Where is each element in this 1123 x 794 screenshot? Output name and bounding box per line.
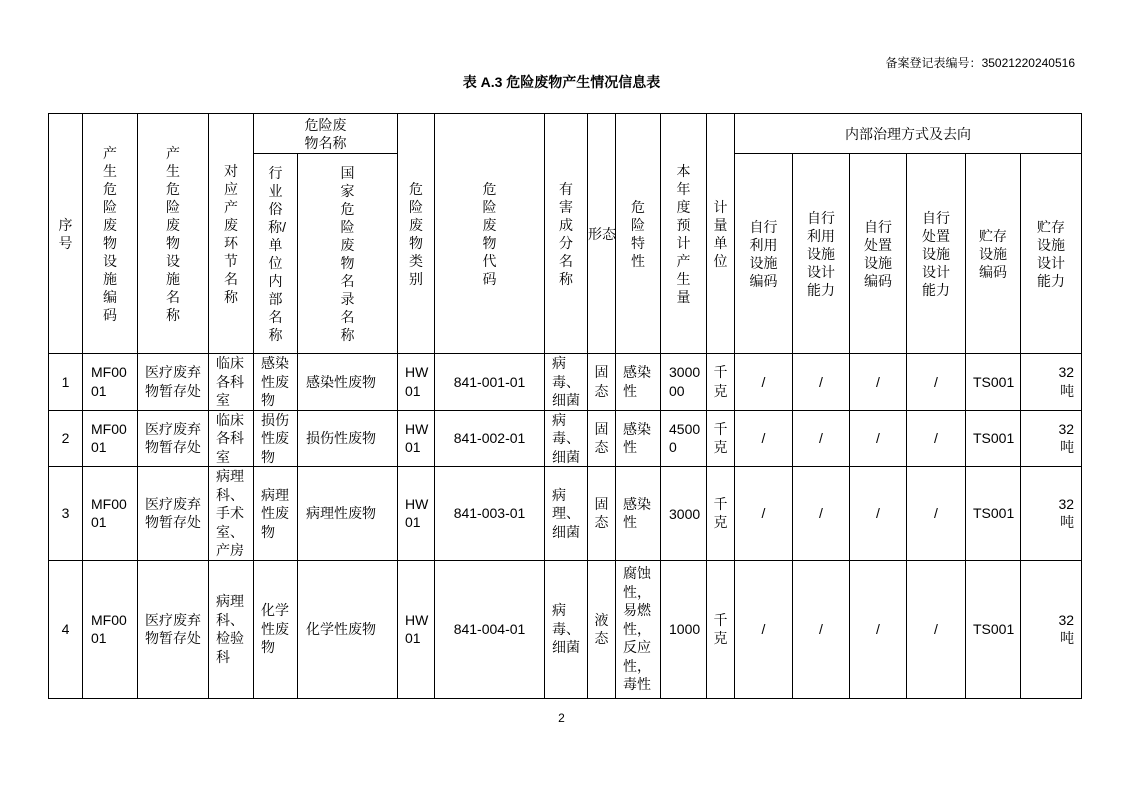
cell-self-disposal-code [850, 410, 907, 467]
header-self-disposal-code [850, 154, 907, 354]
cell-self-use-capacity [793, 410, 850, 467]
annual-quantity-value: 3000 [669, 505, 701, 522]
header-waste-code-label: 危险废物代码 [482, 180, 497, 287]
self-use-capacity-value: / [819, 620, 823, 637]
cell-waste-code [435, 560, 545, 698]
header-self-use-capacity [793, 154, 850, 354]
national-name-value: 感染性废物 [306, 373, 376, 390]
self-use-capacity-value: / [819, 505, 823, 521]
form-value: 液态 [594, 611, 609, 646]
header-self-use-capacity-label: 自行利用设施设计能力 [807, 209, 835, 298]
storage-code-value: TS001 [973, 505, 1015, 521]
page-title: 表 A.3 危险废物产生情况信息表 [462, 74, 661, 90]
cell-unit [707, 560, 735, 698]
cell-self-disposal-capacity [907, 467, 966, 561]
header-row-1 [49, 114, 1082, 154]
cell-self-disposal-code [850, 467, 907, 561]
header-waste-name-group-label: 危险废物名称 [304, 116, 347, 151]
header-storage-code-label: 贮存设施编码 [979, 227, 1007, 280]
cell-hazardous-components [545, 560, 588, 698]
facility-code-value: MF0001 [91, 364, 127, 399]
cell-facility-code [83, 410, 138, 467]
header-category-label: 危险废物类别 [409, 180, 423, 287]
process-name-value: 临床各科室 [216, 355, 244, 408]
header-facility-code [83, 114, 138, 354]
self-use-code-value: / [761, 505, 766, 521]
cell-storage-capacity [1021, 560, 1082, 698]
storage-code-value: TS001 [973, 620, 1015, 637]
header-annual-quantity [661, 114, 707, 354]
cell-process-name [209, 467, 254, 561]
common-name-value: 病理性废物 [261, 486, 289, 540]
cell-waste-code [435, 354, 545, 411]
cell-form [588, 467, 616, 561]
cell-facility-name [138, 467, 209, 561]
table-row [49, 560, 1082, 698]
storage-capacity-value: 32吨 [1058, 611, 1075, 646]
serial-value: 4 [61, 620, 70, 637]
cell-category [398, 560, 435, 698]
cell-self-disposal-code [850, 560, 907, 698]
cell-annual-quantity [661, 467, 707, 561]
cell-annual-quantity [661, 354, 707, 411]
header-national-name-label: 国家危险废物名录名称 [340, 164, 355, 343]
cell-form [588, 560, 616, 698]
self-disposal-code-value: / [876, 505, 880, 521]
hazard-property-value: 感染性 [623, 420, 651, 456]
hazardous-components-value: 病毒、细菌 [552, 602, 580, 656]
unit-value: 千克 [713, 495, 728, 531]
cell-process-name [209, 410, 254, 467]
form-value: 固态 [594, 495, 609, 531]
cell-common-name [254, 560, 298, 698]
self-disposal-capacity-value: / [934, 430, 938, 446]
header-common-name-label: 行业俗称/单位内部名称 [268, 164, 287, 343]
cell-facility-name [138, 354, 209, 411]
header-serial-label: 序号 [58, 216, 73, 251]
self-use-code-value: / [761, 430, 766, 446]
cell-self-disposal-capacity [907, 354, 966, 411]
registration-number: 35021220240516 [981, 56, 1075, 70]
facility-name-value: 医疗废弃物暂存处 [145, 495, 201, 531]
cell-common-name [254, 410, 298, 467]
serial-value: 2 [61, 430, 70, 446]
header-storage-code [966, 154, 1021, 354]
self-use-code-value: / [761, 373, 766, 390]
header-hazard-property [616, 114, 661, 354]
self-use-code-value: / [761, 620, 766, 637]
page-number: 2 [558, 711, 565, 725]
header-hazardous-components [545, 114, 588, 354]
unit-value: 千克 [713, 420, 728, 456]
header-form-label: 形态 [588, 225, 616, 242]
cell-form [588, 354, 616, 411]
hazard-property-value: 感染性 [623, 495, 651, 531]
serial-value: 1 [61, 373, 70, 390]
cell-self-use-code [735, 467, 793, 561]
cell-form [588, 410, 616, 467]
self-disposal-code-value: / [876, 620, 880, 637]
category-value: HW01 [405, 611, 429, 646]
cell-facility-name [138, 410, 209, 467]
cell-hazard-property [616, 410, 661, 467]
header-national-name [298, 154, 398, 354]
cell-storage-code [966, 467, 1021, 561]
waste-code-value: 841-001-01 [453, 373, 526, 390]
cell-national-name [298, 354, 398, 411]
national-name-value: 病理性废物 [306, 505, 376, 521]
storage-capacity-value: 32吨 [1058, 420, 1075, 456]
form-value: 固态 [594, 364, 609, 399]
waste-code-value: 841-003-01 [453, 505, 526, 521]
self-disposal-capacity-value: / [934, 373, 938, 390]
header-waste-name-group [254, 114, 398, 154]
cell-self-use-capacity [793, 560, 850, 698]
hazard-property-value: 腐蚀性，易燃性，反应性，毒性 [623, 565, 651, 693]
self-disposal-code-value: / [876, 430, 880, 446]
facility-code-value: MF0001 [91, 495, 127, 531]
cell-unit [707, 467, 735, 561]
header-form [588, 114, 616, 354]
header-storage-capacity-label: 贮存设施设计能力 [1037, 218, 1066, 289]
cell-hazard-property [616, 467, 661, 561]
cell-facility-code [83, 354, 138, 411]
cell-category [398, 354, 435, 411]
process-name-value: 临床各科室 [216, 411, 244, 465]
cell-hazardous-components [545, 354, 588, 411]
hazard-property-value: 感染性 [623, 364, 651, 399]
header-self-disposal-capacity [907, 154, 966, 354]
facility-name-value: 医疗废弃物暂存处 [145, 611, 201, 646]
cell-common-name [254, 354, 298, 411]
cell-serial [49, 410, 83, 467]
common-name-value: 化学性废物 [261, 602, 289, 656]
cell-category [398, 467, 435, 561]
cell-serial [49, 354, 83, 411]
cell-self-disposal-capacity [907, 410, 966, 467]
cell-national-name [298, 410, 398, 467]
facility-code-value: MF0001 [91, 420, 127, 456]
cell-self-disposal-capacity [907, 560, 966, 698]
cell-waste-code [435, 410, 545, 467]
storage-capacity-value: 32吨 [1058, 364, 1075, 399]
cell-national-name [298, 560, 398, 698]
cell-hazard-property [616, 560, 661, 698]
cell-self-use-code [735, 560, 793, 698]
cell-annual-quantity [661, 410, 707, 467]
cell-unit [707, 410, 735, 467]
header-hazardous-components-label: 有害成分名称 [559, 180, 573, 287]
header-unit-label: 计量单位 [713, 198, 728, 269]
category-value: HW01 [405, 495, 429, 531]
cell-storage-capacity [1021, 467, 1082, 561]
cell-serial [49, 560, 83, 698]
header-annual-quantity-label: 本年度预计产生量 [676, 162, 691, 305]
cell-waste-code [435, 467, 545, 561]
table-row [49, 410, 1082, 467]
cell-facility-code [83, 560, 138, 698]
self-disposal-code-value: / [876, 373, 880, 390]
cell-self-use-code [735, 410, 793, 467]
hazardous-components-value: 病毒、细菌 [552, 411, 580, 465]
category-value: HW01 [405, 420, 429, 456]
storage-capacity-value: 32吨 [1058, 495, 1075, 531]
waste-code-value: 841-004-01 [453, 620, 526, 637]
cell-hazardous-components [545, 467, 588, 561]
cell-annual-quantity [661, 560, 707, 698]
cell-storage-code [966, 354, 1021, 411]
cell-self-use-code [735, 354, 793, 411]
cell-national-name [298, 467, 398, 561]
common-name-value: 感染性废物 [261, 355, 289, 408]
registration-note [886, 55, 1075, 71]
table-row [49, 467, 1082, 561]
national-name-value: 损伤性废物 [306, 430, 376, 446]
cell-hazardous-components [545, 410, 588, 467]
header-common-name [254, 154, 298, 354]
cell-storage-code [966, 560, 1021, 698]
annual-quantity-value: 1000 [669, 621, 701, 638]
cell-process-name [209, 354, 254, 411]
unit-value: 千克 [713, 611, 728, 646]
self-disposal-capacity-value: / [934, 620, 938, 637]
annual-quantity-value: 300000 [669, 364, 701, 399]
storage-code-value: TS001 [973, 430, 1015, 446]
unit-value: 千克 [713, 364, 728, 399]
header-hazard-property-label: 危险特性 [631, 198, 645, 269]
annual-quantity-value: 45000 [669, 420, 701, 456]
facility-name-value: 医疗废弃物暂存处 [145, 364, 201, 399]
serial-value: 3 [61, 505, 70, 521]
header-facility-name-label: 产生危险废物设施名称 [166, 144, 180, 323]
cell-facility-name [138, 560, 209, 698]
table-row [49, 354, 1082, 411]
hazardous-waste-table [48, 113, 1082, 699]
facility-code-value: MF0001 [91, 611, 127, 646]
header-process-name-label: 对应产废环节名称 [224, 162, 238, 305]
hazardous-components-value: 病理、细菌 [552, 486, 580, 540]
registration-label: 备案登记表编号： [885, 56, 982, 70]
cell-storage-code [966, 410, 1021, 467]
header-storage-capacity [1021, 154, 1082, 354]
header-internal-group: 内部治理方式及去向 [735, 114, 1082, 154]
facility-name-value: 医疗废弃物暂存处 [145, 420, 201, 456]
process-name-value: 病理科、手术室、产房 [216, 468, 244, 558]
header-self-use-code [735, 154, 793, 354]
cell-unit [707, 354, 735, 411]
national-name-value: 化学性废物 [306, 620, 376, 637]
common-name-value: 损伤性废物 [261, 411, 289, 465]
cell-storage-capacity [1021, 354, 1082, 411]
header-self-use-code-label: 自行利用设施编码 [749, 218, 778, 289]
self-disposal-capacity-value: / [934, 505, 938, 521]
storage-code-value: TS001 [973, 373, 1015, 390]
cell-hazard-property [616, 354, 661, 411]
header-unit [707, 114, 735, 354]
cell-process-name [209, 560, 254, 698]
header-waste-code [435, 114, 545, 354]
header-facility-name [138, 114, 209, 354]
process-name-value: 病理科、检验科 [216, 593, 244, 665]
cell-storage-capacity [1021, 410, 1082, 467]
category-value: HW01 [405, 364, 429, 399]
waste-code-value: 841-002-01 [453, 430, 526, 446]
header-category [398, 114, 435, 354]
header-self-disposal-capacity-label: 自行处置设施设计能力 [922, 209, 950, 298]
cell-category [398, 410, 435, 467]
cell-facility-code [83, 467, 138, 561]
cell-serial [49, 467, 83, 561]
cell-self-use-capacity [793, 354, 850, 411]
cell-self-disposal-code [850, 354, 907, 411]
cell-common-name [254, 467, 298, 561]
form-value: 固态 [594, 420, 609, 456]
header-facility-code-label: 产生危险废物设施编码 [103, 144, 117, 323]
header-serial [49, 114, 83, 354]
header-self-disposal-code-label: 自行处置设施编码 [864, 218, 892, 289]
header-process-name [209, 114, 254, 354]
hazardous-components-value: 病毒、细菌 [552, 355, 580, 408]
self-use-capacity-value: / [819, 430, 823, 446]
self-use-capacity-value: / [819, 373, 823, 390]
cell-self-use-capacity [793, 467, 850, 561]
